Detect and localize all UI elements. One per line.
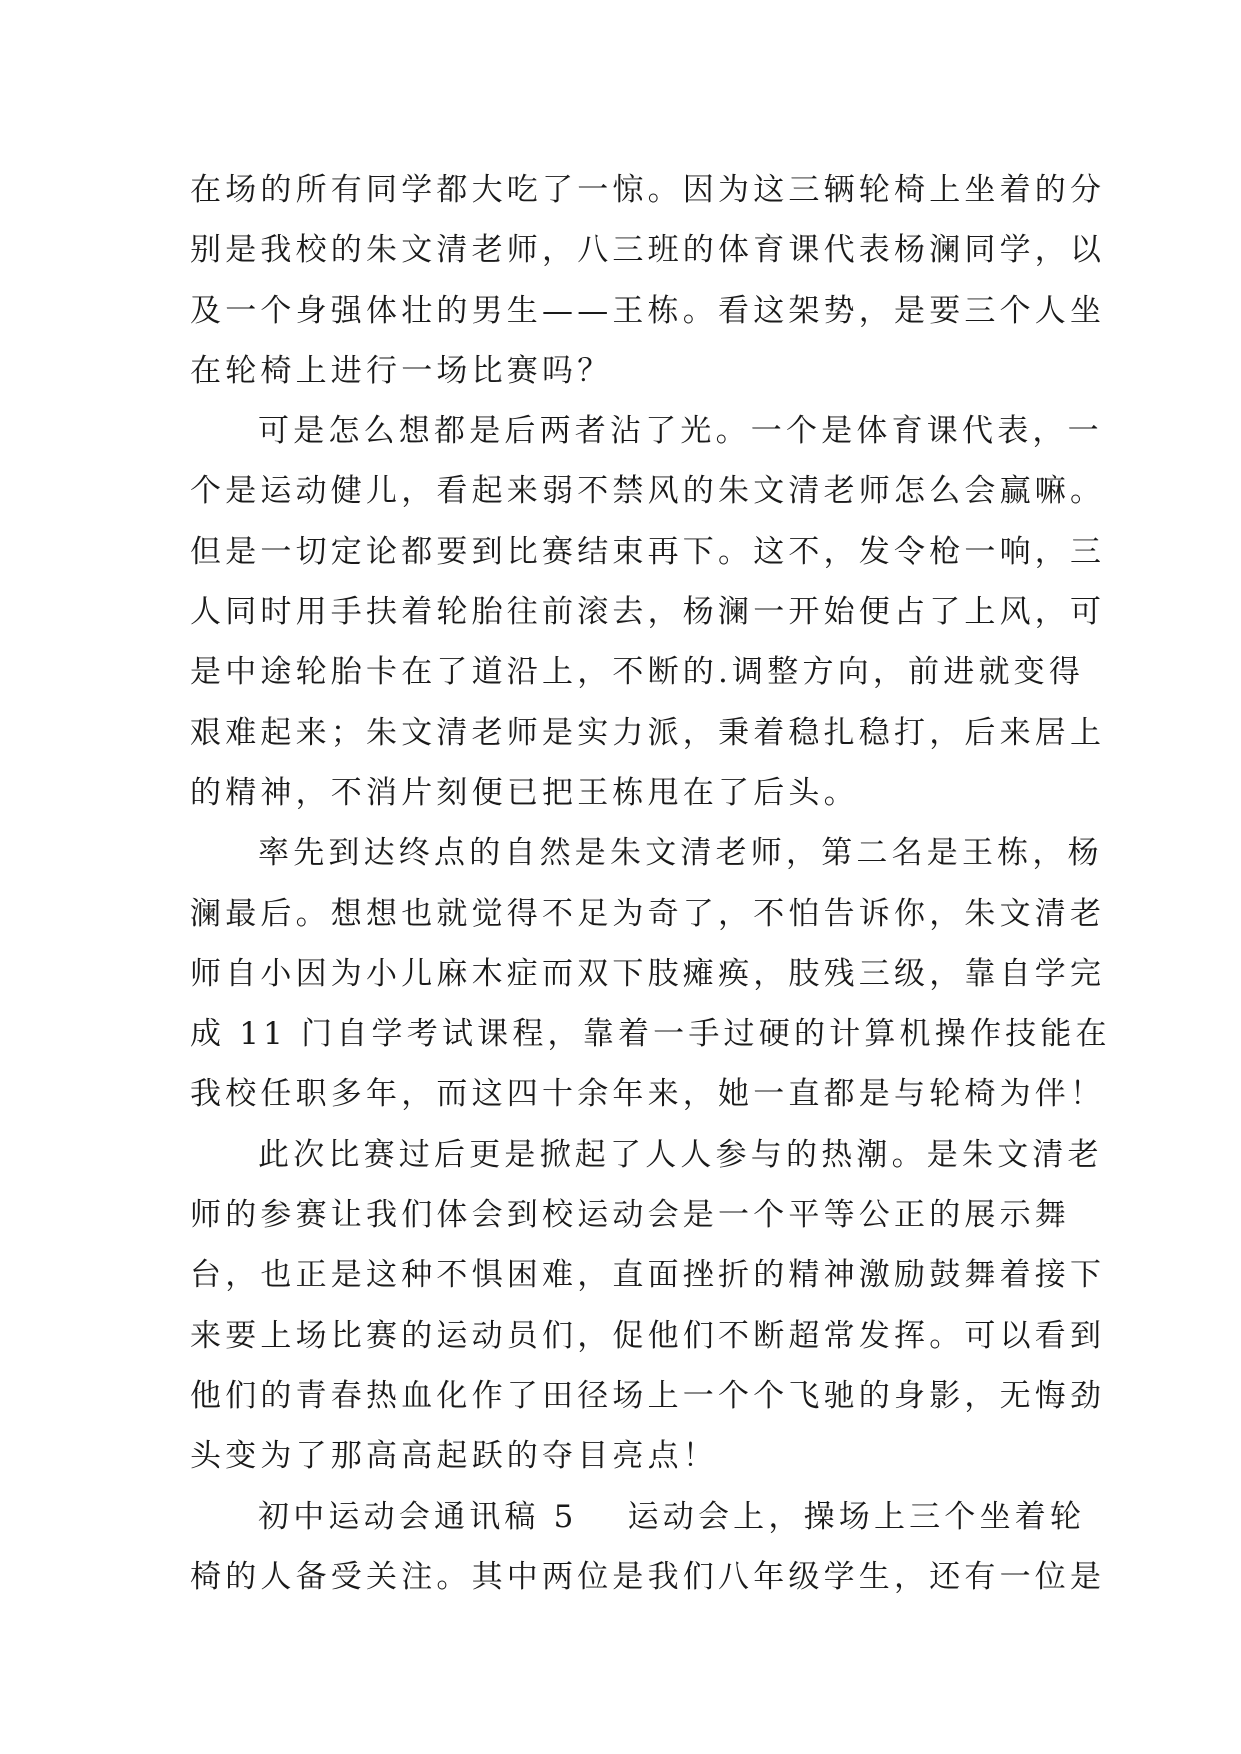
text-line: 及一个身强体壮的男生——王栋。看这架势，是要三个人坐	[190, 292, 1106, 329]
paragraph-first-line: 率先到达终点的自然是朱文清老师，第二名是王栋，杨	[258, 835, 1103, 872]
section-title: 初中运动会通讯稿 5	[258, 1498, 578, 1535]
text-line: 在轮椅上进行一场比赛吗？	[190, 352, 613, 389]
text-line: 他们的青春热血化作了田径场上一个个飞驰的身影，无悔劲	[190, 1377, 1106, 1414]
section-continuation: 运动会上，操场上三个坐着轮	[627, 1498, 1086, 1535]
text-line: 我校任职多年，而这四十余年来，她一直都是与轮椅为伴！	[190, 1076, 1106, 1113]
text-line: 师的参赛让我们体会到校运动会是一个平等公正的展示舞	[190, 1197, 1070, 1234]
paragraph-first-line: 此次比赛过后更是掀起了人人参与的热潮。是朱文清老	[258, 1136, 1103, 1173]
text-line: 但是一切定论都要到比赛结束再下。这不，发令枪一响，三	[190, 533, 1106, 570]
text-line: 来要上场比赛的运动员们，促他们不断超常发挥。可以看到	[190, 1317, 1106, 1354]
text-line: 澜最后。想想也就觉得不足为奇了，不怕告诉你，朱文清老	[190, 895, 1106, 932]
text-line: 的精神，不消片刻便已把王栋甩在了后头。	[190, 774, 859, 811]
text-line: 人同时用手扶着轮胎往前滚去，杨澜一开始便占了上风，可	[190, 594, 1106, 631]
text-line: 成 11 门自学考试课程，靠着一手过硬的计算机操作技能在	[190, 1016, 1111, 1053]
text-line: 别是我校的朱文清老师，八三班的体育课代表杨澜同学，以	[190, 232, 1106, 269]
section-heading-line	[190, 1487, 1086, 1547]
text-line: 个是运动健儿，看起来弱不禁风的朱文清老师怎么会赢嘛。	[190, 473, 1106, 510]
text-line: 头变为了那高高起跃的夺目亮点！	[190, 1438, 718, 1475]
text-line: 台，也正是这种不惧困难，直面挫折的精神激励鼓舞着接下	[190, 1257, 1106, 1294]
body-text	[190, 160, 1111, 1607]
text-line: 是中途轮胎卡在了道沿上，不断的.调整方向，前进就变得	[190, 654, 1085, 691]
text-line: 椅的人备受关注。其中两位是我们八年级学生，还有一位是	[190, 1558, 1106, 1595]
text-line: 在场的所有同学都大吃了一惊。因为这三辆轮椅上坐着的分	[190, 172, 1106, 208]
text-line: 师自小因为小儿麻木症而双下肢瘫痪，肢残三级，靠自学完	[190, 955, 1106, 992]
paragraph-first-line: 可是怎么想都是后两者沾了光。一个是体育课代表，一	[258, 413, 1103, 450]
text-line: 艰难起来；朱文清老师是实力派，秉着稳扎稳打，后来居上	[190, 714, 1106, 751]
